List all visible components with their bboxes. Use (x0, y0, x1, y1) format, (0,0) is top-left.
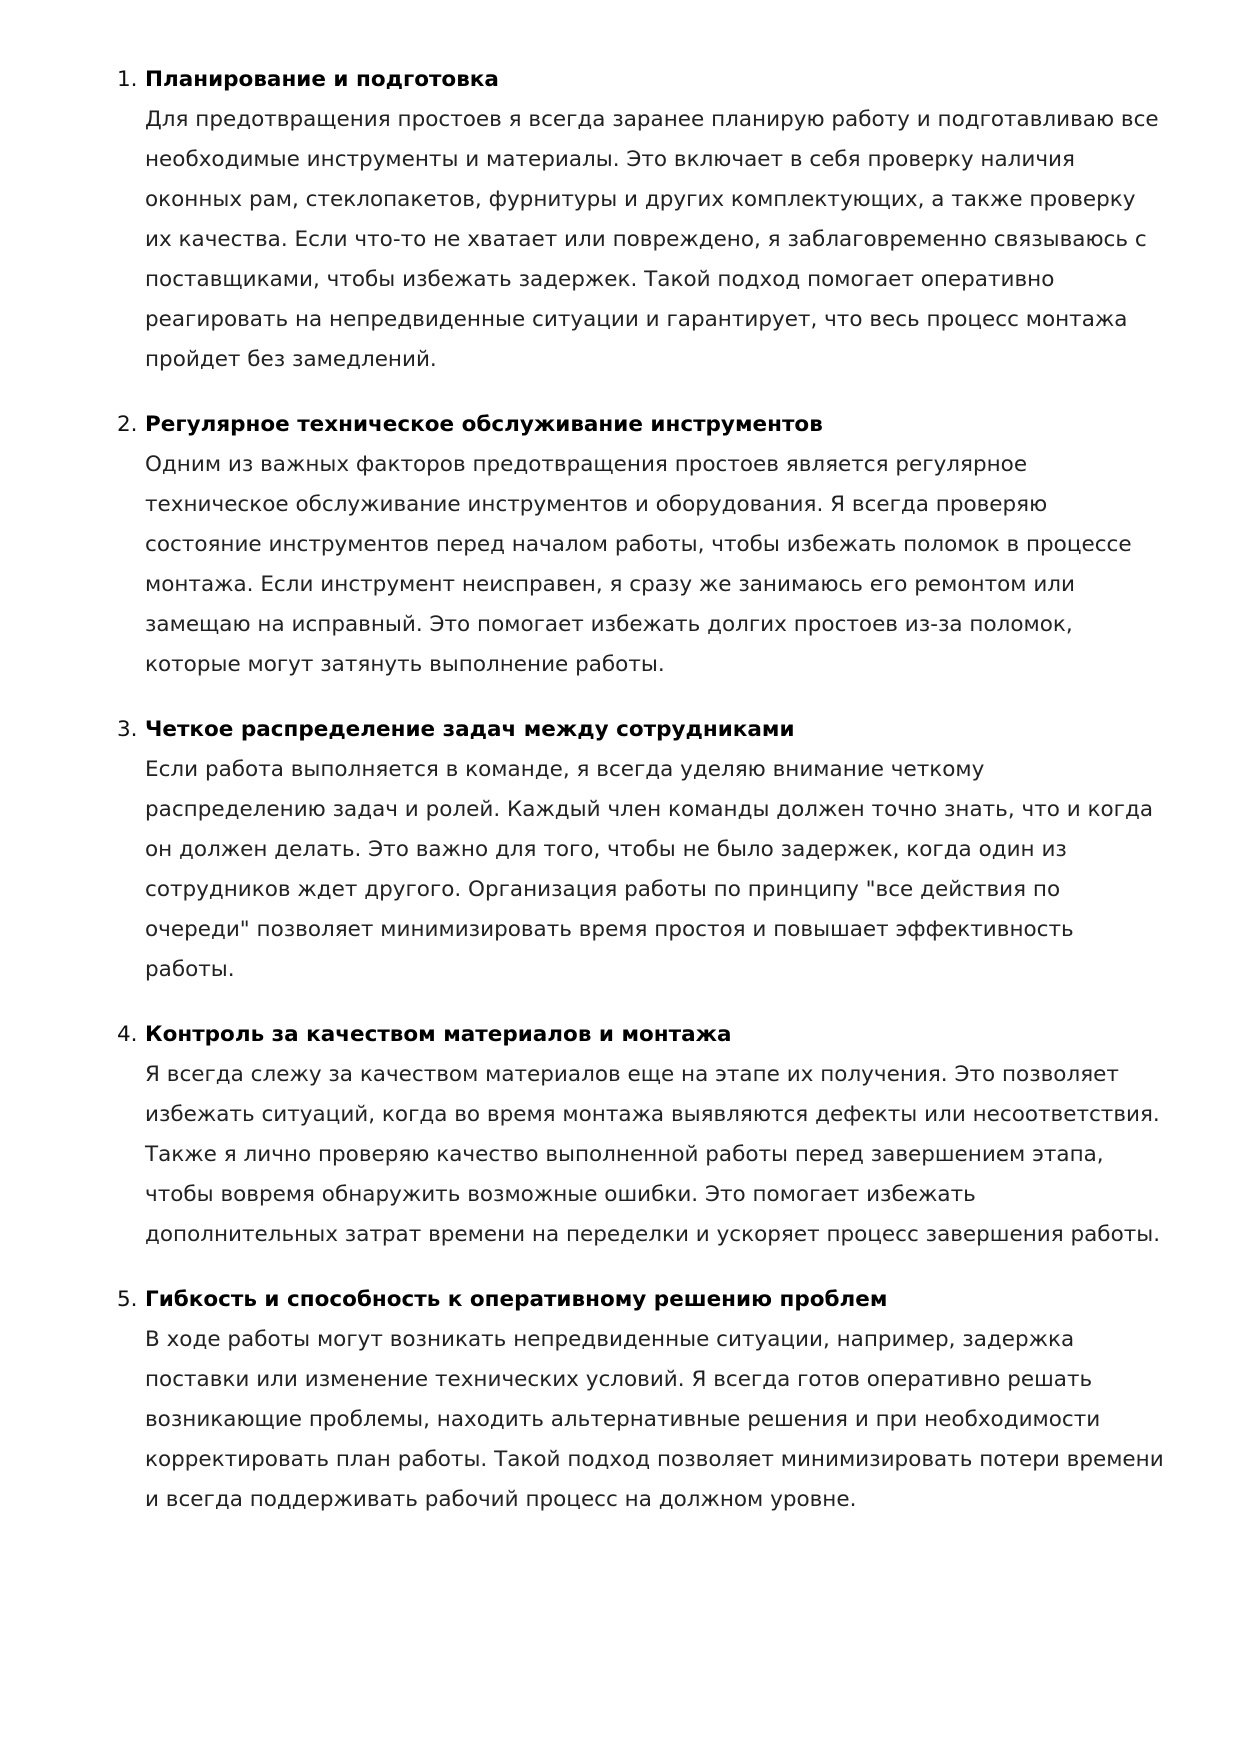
item-number: 3. (117, 717, 138, 742)
item-paragraph: Я всегда слежу за качеством материалов еще на этапе их получения. Это позволяет избежать ситуаций, когда во время монтажа выявляются дефекты или несоответствия. Также я лично проверяю качество выполненной работы перед завершением этапа, чтобы вовремя обнаружить возможные ошибки. Это помогает избежать дополнительных затрат времени на переделки и ускоряет процесс завершения работы. (145, 1062, 1161, 1247)
item-paragraph: Для предотвращения простоев я всегда заранее планирую работу и подготавливаю все необходимые инструменты и материалы. Это включает в себя проверку наличия оконных рам, стеклопакетов, фурнитуры и других комплектующих, а также проверку их качества. Если что-то не хватает или повреждено, я заблаговременно связываюсь с поставщиками, чтобы избежать задержек. Такой подход помогает оперативно реагировать на непредвиденные ситуации и гарантирует, что весь процесс монтажа пройдет без замедлений. (145, 107, 1159, 372)
item-heading: Гибкость и способность к оперативному решению проблем (145, 1287, 888, 1312)
item-paragraph: В ходе работы могут возникать непредвиденные ситуации, например, задержка поставки или изменение технических условий. Я всегда готов оперативно решать возникающие проблемы, находить альтернативные решения и при необходимости корректировать план работы. Такой подход позволяет минимизировать потери времени и всегда поддерживать рабочий процесс на должном уровне. (145, 1327, 1164, 1512)
item-number: 1. (117, 67, 138, 92)
item-paragraph: Одним из важных факторов предотвращения простоев является регулярное техническое обслуживание инструментов и оборудования. Я всегда проверяю состояние инструментов перед началом работы, чтобы избежать поломок в процессе монтажа. Если инструмент неисправен, я сразу же занимаюсь его ремонтом или замещаю на исправный. Это помогает избежать долгих простоев из-за поломок, которые могут затянуть выполнение работы. (145, 452, 1132, 677)
item-number: 5. (117, 1287, 138, 1312)
item-number: 2. (117, 412, 138, 437)
item-heading: Планирование и подготовка (145, 67, 499, 92)
numbered-list (117, 60, 1167, 1545)
list-item (117, 405, 1167, 685)
item-number: 4. (117, 1022, 138, 1047)
item-paragraph: Если работа выполняется в команде, я всегда уделяю внимание четкому распределению задач и ролей. Каждый член команды должен точно знать, что и когда он должен делать. Это важно для того, чтобы не было задержек, когда один из сотрудников ждет другого. Организация работы по принципу "все действия по очереди" позволяет минимизировать время простоя и повышает эффективность работы. (145, 757, 1153, 982)
list-item (117, 710, 1167, 990)
item-heading: Регулярное техническое обслуживание инструментов (145, 412, 823, 437)
list-item (117, 60, 1167, 380)
list-item (117, 1280, 1167, 1520)
item-heading: Контроль за качеством материалов и монтажа (145, 1022, 732, 1047)
item-heading: Четкое распределение задач между сотрудниками (145, 717, 795, 742)
list-item (117, 1015, 1167, 1255)
